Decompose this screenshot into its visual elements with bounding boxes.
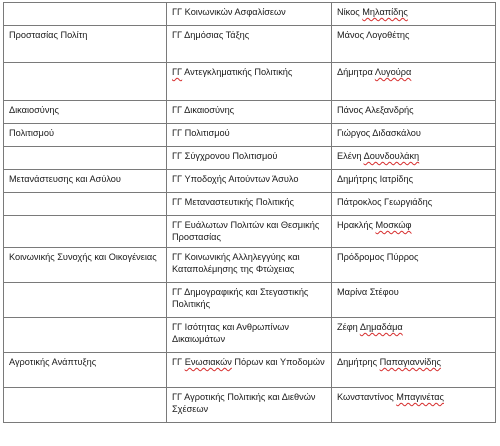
table-row xyxy=(4,216,496,248)
table-row xyxy=(4,26,496,63)
person-cell: Κωνσταντίνος Μπαγινέτας xyxy=(332,388,496,423)
spellcheck-underline: Ενωσιακών xyxy=(184,357,232,367)
secretariat-cell: ΓΓ Υποδοχής Αιτούντων Άσυλο xyxy=(167,170,332,193)
secretariat-cell: ΓΓ Δικαιοσύνης xyxy=(167,101,332,124)
person-cell: Πάτροκλος Γεωργιάδης xyxy=(332,193,496,216)
ministry-cell xyxy=(4,193,167,216)
secretariat-cell: ΓΓ Κοινωνικής Αλληλεγγύης και Καταπολέμησης της Φτώχειας xyxy=(167,248,332,283)
ministry-cell: Κοινωνικής Συνοχής και Οικογένειας xyxy=(4,248,167,283)
spellcheck-underline: Μοσκώφ xyxy=(375,220,412,230)
person-cell: Μάνος Λογοθέτης xyxy=(332,26,496,63)
table-row xyxy=(4,283,496,318)
ministry-cell xyxy=(4,216,167,248)
spellcheck-underline: Δημαδάμα xyxy=(359,322,403,332)
table-row xyxy=(4,318,496,353)
spellcheck-underline: Παπαγιαννίδης xyxy=(379,357,441,367)
person-cell: Νίκος Μηλαπίδης xyxy=(332,3,496,26)
ministry-cell: Αγροτικής Ανάπτυξης xyxy=(4,353,167,388)
secretariat-cell: ΓΓ Κοινωνικών Ασφαλίσεων xyxy=(167,3,332,26)
ministry-cell xyxy=(4,63,167,101)
ministry-cell: Δικαιοσύνης xyxy=(4,101,167,124)
secretariat-cell: ΓΓ Ισότητας και Ανθρωπίνων Δικαιωμάτων xyxy=(167,318,332,353)
person-cell: Πάνος Αλεξανδρής xyxy=(332,101,496,124)
ministry-cell: Προστασίας Πολίτη xyxy=(4,26,167,63)
secretariat-cell: ΓΓ Μεταναστευτικής Πολιτικής xyxy=(167,193,332,216)
table-row xyxy=(4,101,496,124)
secretariat-cell: ΓΓ Δημογραφικής και Στεγαστικής Πολιτικής xyxy=(167,283,332,318)
spellcheck-underline: Μηλαπίδης xyxy=(362,7,408,17)
secretariat-cell: ΓΓ Αντεγκληματικής Πολιτικής xyxy=(167,63,332,101)
ministry-cell: Πολιτισμού xyxy=(4,124,167,147)
person-cell: Ελένη Δουνδουλάκη xyxy=(332,147,496,170)
secretariat-cell: ΓΓ Ενωσιακών Πόρων και Υποδομών xyxy=(167,353,332,388)
secretariat-cell: ΓΓ Ευάλωτων Πολιτών και Θεσμικής Προστασίας xyxy=(167,216,332,248)
table-row xyxy=(4,353,496,388)
table-row xyxy=(4,124,496,147)
secretariat-cell: ΓΓ Αγροτικής Πολιτικής και Διεθνών Σχέσεων xyxy=(167,388,332,423)
ministry-cell xyxy=(4,3,167,26)
table-row xyxy=(4,388,496,423)
table-row xyxy=(4,193,496,216)
secretariat-cell: ΓΓ Πολιτισμού xyxy=(167,124,332,147)
table-row xyxy=(4,3,496,26)
ministries-table xyxy=(3,2,496,423)
person-cell: Ηρακλής Μοσκώφ xyxy=(332,216,496,248)
table-row xyxy=(4,63,496,101)
spellcheck-underline: Λυγούρα xyxy=(374,67,412,77)
spellcheck-underline: ΓΓ xyxy=(172,67,183,77)
ministry-cell xyxy=(4,388,167,423)
person-cell: Γιώργος Διδασκάλου xyxy=(332,124,496,147)
table-row xyxy=(4,147,496,170)
table-row xyxy=(4,170,496,193)
spellcheck-underline: Δουνδουλάκη xyxy=(363,151,420,161)
person-cell: Δημήτρης Ιατρίδης xyxy=(332,170,496,193)
person-cell: Ζέφη Δημαδάμα xyxy=(332,318,496,353)
ministry-cell xyxy=(4,147,167,170)
secretariat-cell: ΓΓ Σύγχρονου Πολιτισμού xyxy=(167,147,332,170)
person-cell: Μαρίνα Στέφου xyxy=(332,283,496,318)
secretariat-cell: ΓΓ Δημόσιας Τάξης xyxy=(167,26,332,63)
ministry-cell: Μετανάστευσης και Ασύλου xyxy=(4,170,167,193)
person-cell: Πρόδρομος Πύρρος xyxy=(332,248,496,283)
spellcheck-underline: Μπαγινέτας xyxy=(396,392,444,402)
person-cell: Δήμητρα Λυγούρα xyxy=(332,63,496,101)
ministry-cell xyxy=(4,318,167,353)
table-row xyxy=(4,248,496,283)
person-cell: Δημήτρης Παπαγιαννίδης xyxy=(332,353,496,388)
ministry-cell xyxy=(4,283,167,318)
